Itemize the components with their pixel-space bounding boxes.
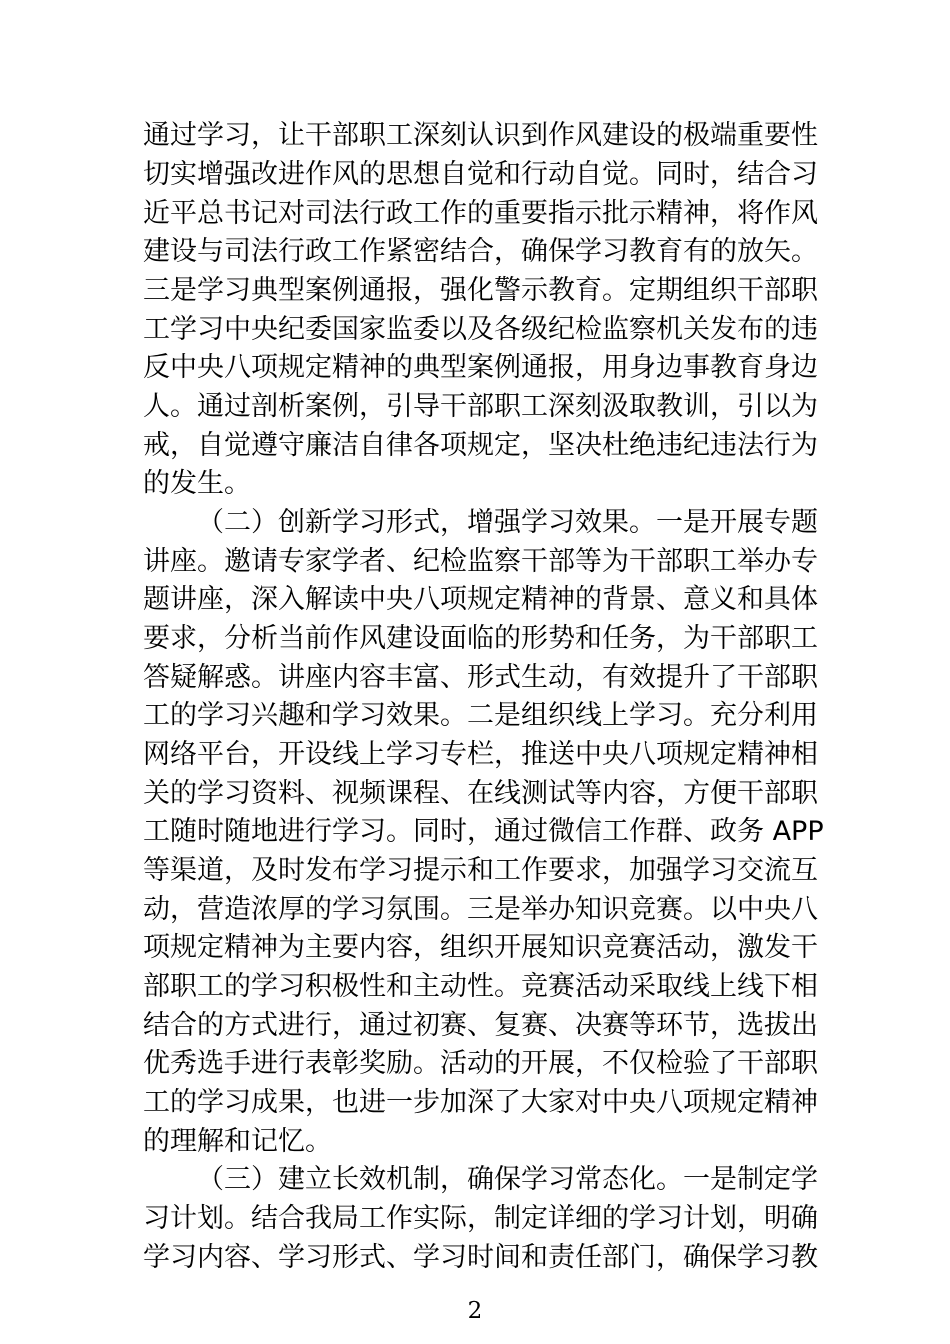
text-line: 近平总书记对司法行政工作的重要指示批示精神，将作风 (143, 198, 818, 229)
text-line: 项规定精神为主要内容，组织开展知识竞赛活动，激发干 (143, 932, 818, 963)
text-line: 人。通过剖析案例，引导干部职工深刻汲取教训，引以为 (143, 391, 818, 422)
text-line: 等渠道，及时发布学习提示和工作要求，加强学习交流互 (143, 855, 818, 886)
text-line: 动，营造浓厚的学习氛围。三是举办知识竞赛。以中央八 (143, 894, 818, 925)
text-line: 结合的方式进行，通过初赛、复赛、决赛等环节，选拔出 (143, 1010, 818, 1041)
text-line: 的理解和记忆。 (143, 1126, 332, 1157)
section-heading-line: （二）创新学习形式，增强学习效果。一是开展专题 (197, 507, 818, 538)
text-line: 题讲座，深入解读中央八项规定精神的背景、意义和具体 (143, 584, 818, 615)
page-number: 2 (467, 1298, 483, 1324)
text-line: 学习内容、学习形式、学习时间和责任部门，确保学习教 (143, 1242, 818, 1273)
text-line: 切实增强改进作风的思想自觉和行动自觉。同时，结合习 (143, 159, 818, 190)
text-line: 工的学习兴趣和学习效果。二是组织线上学习。充分利用 (143, 700, 818, 731)
text-line: 通过学习，让干部职工深刻认识到作风建设的极端重要性 (143, 120, 818, 151)
text-line: 工的学习成果，也进一步加深了大家对中央八项规定精神 (143, 1087, 818, 1118)
text-line: 工随时随地进行学习。同时，通过微信工作群、政务 APP (143, 816, 824, 847)
text-line: 部职工的学习积极性和主动性。竞赛活动采取线上线下相 (143, 971, 818, 1002)
text-line: 戒，自觉遵守廉洁自律各项规定，坚决杜绝违纪违法行为 (143, 430, 818, 461)
text-line: 讲座。邀请专家学者、纪检监察干部等为干部职工举办专 (143, 546, 818, 577)
text-line: 反中央八项规定精神的典型案例通报，用身边事教育身边 (143, 352, 818, 383)
text-line: 三是学习典型案例通报，强化警示教育。定期组织干部职 (143, 275, 818, 306)
section-heading-line: （三）建立长效机制，确保学习常态化。一是制定学 (197, 1164, 818, 1195)
text-line: 答疑解惑。讲座内容丰富、形式生动，有效提升了干部职 (143, 662, 818, 693)
text-line: 关的学习资料、视频课程、在线测试等内容，方便干部职 (143, 778, 818, 809)
text-line: 建设与司法行政工作紧密结合，确保学习教育有的放矢。 (143, 236, 818, 267)
text-line: 要求，分析当前作风建设面临的形势和任务，为干部职工 (143, 623, 818, 654)
text-line: 网络平台，开设线上学习专栏，推送中央八项规定精神相 (143, 739, 818, 770)
text-line: 优秀选手进行表彰奖励。活动的开展，不仅检验了干部职 (143, 1048, 818, 1079)
text-line: 的发生。 (143, 468, 251, 499)
text-line: 工学习中央纪委国家监委以及各级纪检监察机关发布的违 (143, 314, 818, 345)
text-line: 习计划。结合我局工作实际，制定详细的学习计划，明确 (143, 1203, 818, 1234)
